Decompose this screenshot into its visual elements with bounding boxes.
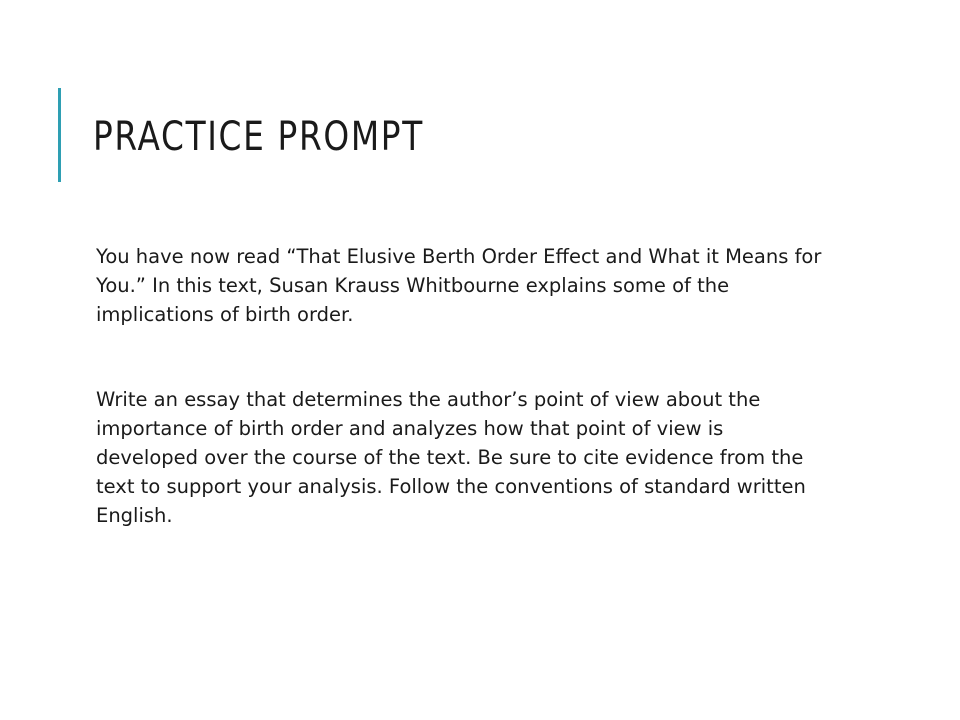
- intro-paragraph: You have now read “That Elusive Berth Order Effect and What it Means for You.” In this text, Susan Krauss Whitbourne explains some of the implications of birth order.: [96, 245, 822, 326]
- slide-body: [96, 242, 831, 530]
- slide-title: PRACTICE PROMPT: [93, 114, 424, 160]
- prompt-paragraph: Write an essay that determines the author’s point of view about the importance of birth order and analyzes how that point of view is developed over the course of the text. Be sure to cite evidence from the text to support your analysis. Follow the conventions of standard written English.: [96, 388, 806, 527]
- title-accent-bar: [58, 88, 61, 182]
